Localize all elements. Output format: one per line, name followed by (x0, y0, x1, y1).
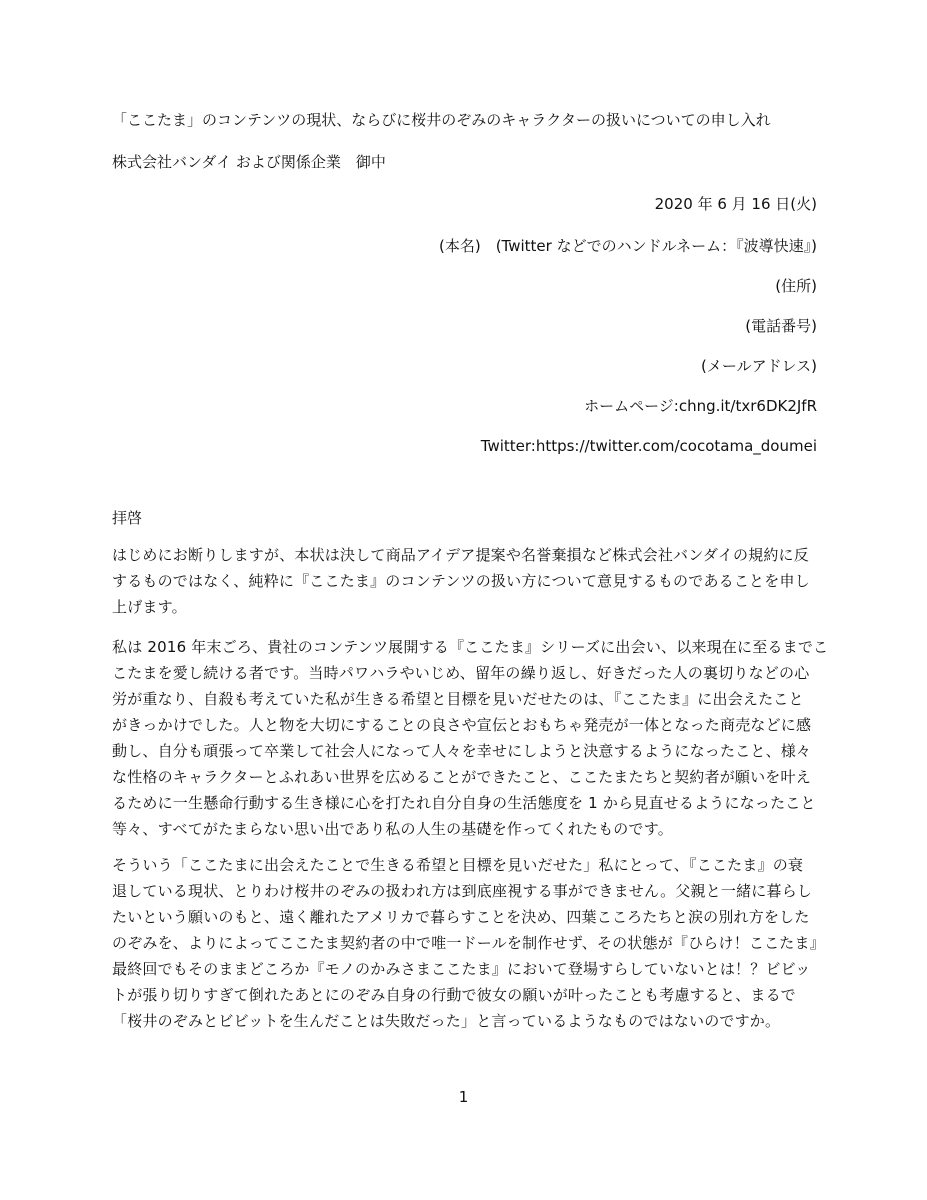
paragraph-2-line: な性格のキャラクターとふれあい世界を広めることができたこと、ここたまたちと契約者が願いを叶え (112, 768, 811, 786)
twitter-link: Twitter:https://twitter.com/cocotama_doumei (480, 437, 817, 455)
paragraph-2-line: 等々、すべてがたまらない思い出であり私の人生の基礎を作ってくれたものです。 (112, 820, 673, 838)
paragraph-1-line: するものではなく、純粋に『ここたま』のコンテンツの扱い方について意見するものであることを申し (112, 572, 810, 590)
paragraph-3-line: たいという願いのもと、遠く離れたアメリカで暮らすことを決め、四葉こころたちと涙の別れ方をした (112, 908, 810, 926)
paragraph-2-line: るために一生懸命行動する生き様に心を打たれ自分自身の生活態度を 1 から見直せるようになったこと (112, 794, 816, 812)
date: 2020 年 6 月 16 日(火) (654, 195, 817, 213)
paragraph-3-line: 退している現状、とりわけ桜井のぞみの扱われ方は到底座視する事ができません。父親と一緒に暮らし (112, 882, 813, 900)
salutation: 拝啓 (112, 509, 143, 527)
page-number: 1 (458, 1088, 469, 1106)
paragraph-1-line: はじめにお断りしますが、本状は決して商品アイデア提案や名誉棄損など株式会社バンダイの規約に反 (112, 546, 809, 564)
sender-email: (メールアドレス) (701, 357, 817, 375)
homepage-link: ホームページ:chng.it/txr6DK2JfR (584, 397, 817, 415)
sender-name: (本名) (Twitter などでのハンドルネーム：『波導快速』) (438, 237, 817, 255)
paragraph-2-line: 私は 2016 年末ごろ、貴社のコンテンツ展開する『ここたま』シリーズに出会い、以来現在に至るまでこ (112, 638, 829, 656)
paragraph-3-line: そういう「ここたまに出会えたことで生きる希望と目標を見いだせた」私にとって、『ここたま』の衰 (112, 856, 804, 874)
paragraph-3-line: トが張り切りすぎて倒れたあとにのぞみ自身の行動で彼女の願いが叶ったことも考慮すると、まるで (112, 986, 796, 1004)
paragraph-3-line: 「桜井のぞみとビビットを生んだことは失敗だった」と言っているようなものではないのですか。 (112, 1012, 781, 1030)
paragraph-2-line: 動し、自分も頑張って卒業して社会人になって人々を幸せにしようと決意するようになったこと、様々 (112, 742, 812, 760)
document-title: 「ここたま」のコンテンツの現状、ならびに桜井のぞみのキャラクターの扱いについての申し入れ (112, 111, 771, 129)
addressee: 株式会社バンダイ および関係企業 御中 (112, 153, 386, 171)
paragraph-1-line: 上げます。 (112, 598, 187, 616)
paragraph-2-line: 労が重なり、自殺も考えていた私が生きる希望と目標を見いだせたのは、『ここたま』に出会えたこと (112, 690, 804, 708)
paragraph-3 (112, 852, 832, 1034)
paragraph-2-line: こたまを愛し続ける者です。当時パワハラやいじめ、留年の繰り返し、好きだった人の裏切りなどの心 (112, 664, 810, 682)
sender-address: (住所) (775, 277, 817, 295)
sender-phone: (電話番号) (745, 317, 817, 335)
paragraph-2 (112, 634, 832, 842)
paragraph-3-line: のぞみを、よりによってここたま契約者の中で唯一ドールを制作せず、その状態が『ひらけ！ここたま』 (112, 934, 825, 952)
paragraph-2-line: がきっかけでした。人と物を大切にすることの良さや宣伝とおもちゃ発売が一体となった商売などに感 (112, 716, 812, 734)
paragraph-1 (112, 542, 832, 620)
paragraph-3-line: 最終回でもそのままどころか『モノのかみさまここたま』において登場すらしていないとは！？ビビッ (112, 960, 811, 978)
